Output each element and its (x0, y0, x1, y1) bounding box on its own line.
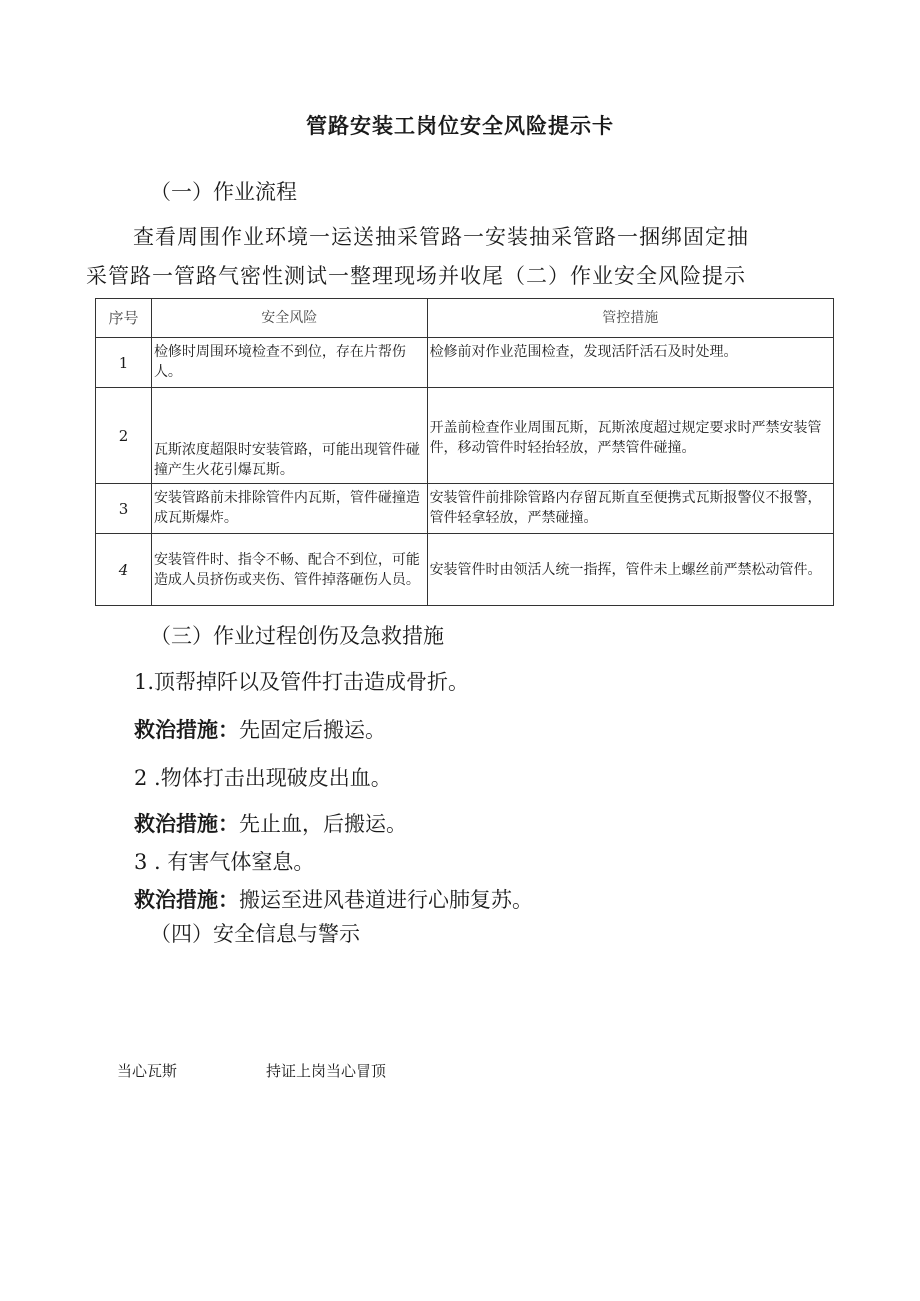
sign-label-cert-roof: 持证上岗当心冒顶 (266, 1062, 387, 1080)
first-aid-label: 救治措施： (134, 811, 239, 836)
row-risk: 检修时周围环境检查不到位，存在片帮伤人。 (151, 338, 427, 388)
first-aid-measure: 先止血，后搬运。 (239, 812, 407, 836)
row-no: 2 (96, 388, 152, 484)
row-no: 1 (96, 338, 152, 388)
injury-item: 2 .物体打击出现破皮出血。 (134, 766, 392, 790)
table-row (96, 338, 834, 388)
row-control: 开盖前检查作业周围瓦斯，瓦斯浓度超过规定要求时严禁安装管件，移动管件时轻抬轻放，严禁管件碰撞。 (427, 388, 833, 484)
first-aid-measure: 先固定后搬运。 (239, 718, 386, 742)
row-control: 安装管件前排除管路内存留瓦斯直至便携式瓦斯报警仪不报警，管件轻拿轻放，严禁碰撞。 (427, 484, 833, 534)
table-row (96, 388, 834, 484)
row-risk: 安装管路前未排除管件内瓦斯，管件碰撞造成瓦斯爆炸。 (151, 484, 427, 534)
section3-heading: （三）作业过程创伤及急救措施 (150, 624, 444, 648)
row-no: 4 (96, 534, 152, 606)
row-control: 安装管件时由领活人统一指挥，管件未上螺丝前严禁松动管件。 (427, 534, 833, 606)
first-aid-label: 救治措施： (134, 887, 239, 912)
table-row (96, 534, 834, 606)
injury-item: 3 . 有害气体窒息。 (134, 850, 315, 874)
row-control: 检修前对作业范围检查，发现活阡活石及时处理。 (427, 338, 833, 388)
table-row (96, 484, 834, 534)
header-risk: 安全风险 (151, 299, 427, 338)
first-aid-line (134, 808, 407, 838)
risk-table (95, 298, 834, 606)
first-aid-line (134, 884, 533, 914)
workflow-line-1: 查看周围作业环境一运送抽采管路一安装抽采管路一捆绑固定抽 (133, 225, 749, 249)
first-aid-line (134, 714, 386, 744)
header-no: 序号 (96, 299, 152, 338)
section1-heading: （一）作业流程 (150, 180, 297, 204)
first-aid-label: 救治措施： (134, 717, 239, 742)
sign-label-gas: 当心瓦斯 (117, 1062, 178, 1080)
row-no: 3 (96, 484, 152, 534)
first-aid-measure: 搬运至进风巷道进行心肺复苏。 (239, 888, 533, 912)
header-control: 管控措施 (427, 299, 833, 338)
workflow-line-2: 采管路一管路气密性测试一整理现场并收尾（二）作业安全风险提示 (86, 264, 746, 288)
page-title: 管路安装工岗位安全风险提示卡 (306, 113, 614, 138)
row-risk: 安装管件时、指令不畅、配合不到位，可能造成人员挤伤或夹伤、管件掉落砸伤人员。 (151, 534, 427, 606)
table-header-row (96, 299, 834, 338)
injury-item: 1.顶帮掉阡以及管件打击造成骨折。 (134, 670, 470, 694)
section4-heading: （四）安全信息与警示 (150, 922, 360, 946)
row-risk: 瓦斯浓度超限时安装管路，可能出现管件碰撞产生火花引爆瓦斯。 (151, 388, 427, 484)
